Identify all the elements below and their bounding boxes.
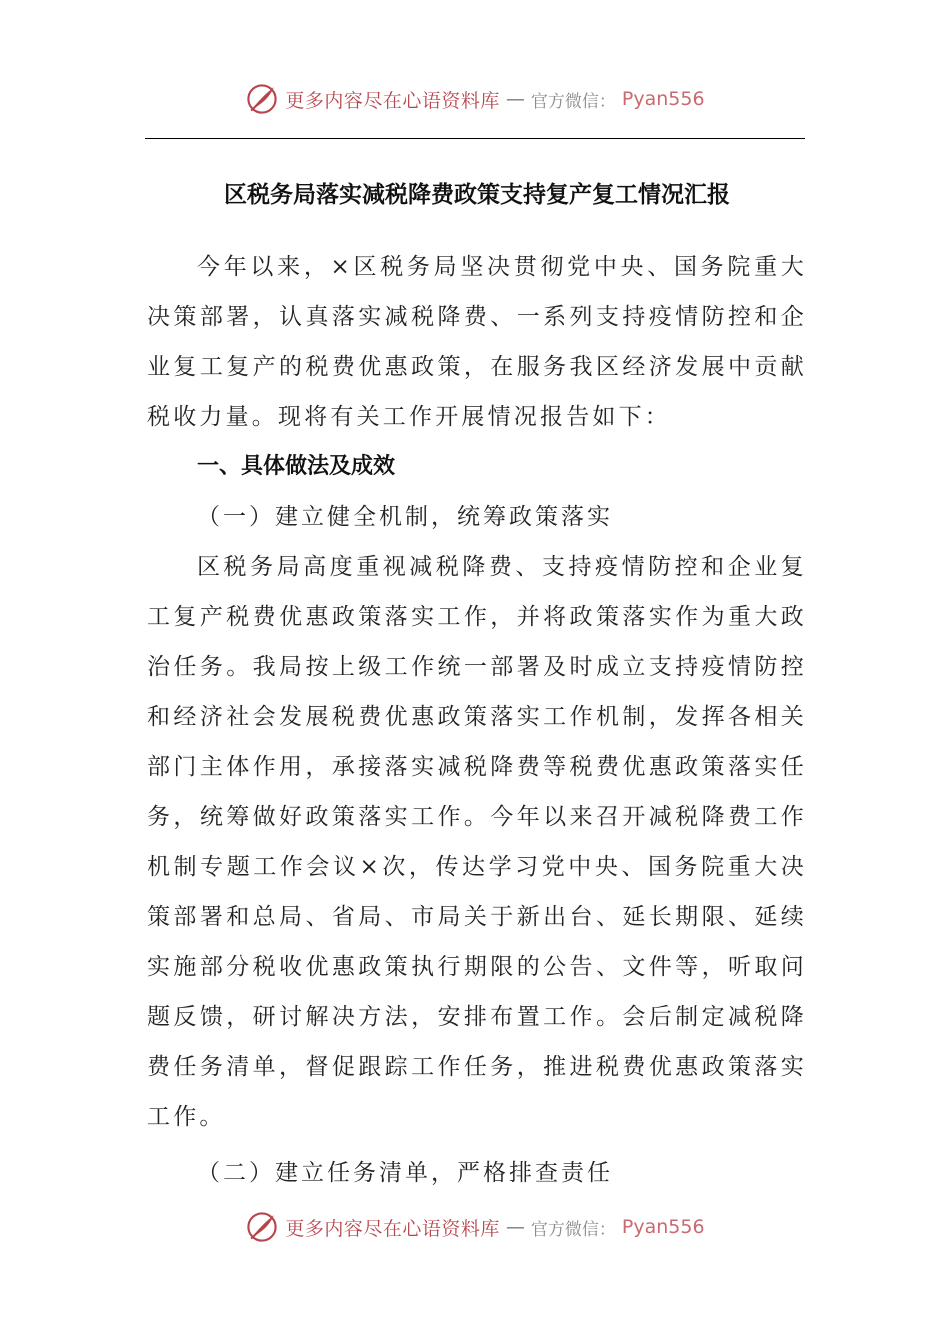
footer-watermark xyxy=(0,1210,950,1244)
watermark-contact-id: Pyan556 xyxy=(621,1216,705,1238)
subsection-heading: （一）建立健全机制，统筹政策落实 xyxy=(197,504,613,530)
document-title: 区税务局落实减税降费政策支持复产复工情况汇报 xyxy=(224,181,730,208)
quill-pen-logo-icon xyxy=(245,82,279,116)
watermark-text: 更多内容尽在心语资料库 xyxy=(285,1217,500,1240)
document-body xyxy=(147,170,807,1198)
watermark-separator: — xyxy=(505,1216,525,1238)
subsection-paragraph: 区税务局高度重视减税降费、支持疫情防控和企业复工复产税费优惠政策落实工作，并将政策落实作为重大政治任务。我局按上级工作统一部署及时成立支持疫情防控和经济社会发展税费优惠政策落实工作机制，发挥各相关部门主体作用，承接落实减税降费等税费优惠政策落实任务，统筹做好政策落实工作。今年以来召开减税降费工作机制专题工作会议×次，传达学习党中央、国务院重大决策部署和总局、省局、市局关于新出台、延长期限、延续实施部分税收优惠政策执行期限的公告、文件等，听取问题反馈，研讨解决方法，安排布置工作。会后制定减税降费任务清单，督促跟踪工作任务，推进税费优惠政策落实工作。 xyxy=(147,554,807,1130)
watermark-text: 更多内容尽在心语资料库 xyxy=(285,89,500,112)
header-divider xyxy=(145,138,805,139)
section-heading: 一、具体做法及成效 xyxy=(197,454,396,479)
watermark-contact-label: 官方微信： xyxy=(530,91,616,112)
watermark-contact-label: 官方微信： xyxy=(530,1219,616,1240)
watermark-separator: — xyxy=(505,88,525,110)
header-watermark xyxy=(0,82,950,116)
quill-pen-logo-icon xyxy=(245,1210,279,1244)
intro-paragraph: 今年以来，×区税务局坚决贯彻党中央、国务院重大决策部署，认真落实减税降费、一系列支持疫情防控和企业复工复产的税费优惠政策，在服务我区经济发展中贡献税收力量。现将有关工作开展情况报告如下： xyxy=(147,254,807,430)
watermark-contact-id: Pyan556 xyxy=(621,88,705,110)
subsection-heading-2: （二）建立任务清单，严格排查责任 xyxy=(197,1160,613,1186)
